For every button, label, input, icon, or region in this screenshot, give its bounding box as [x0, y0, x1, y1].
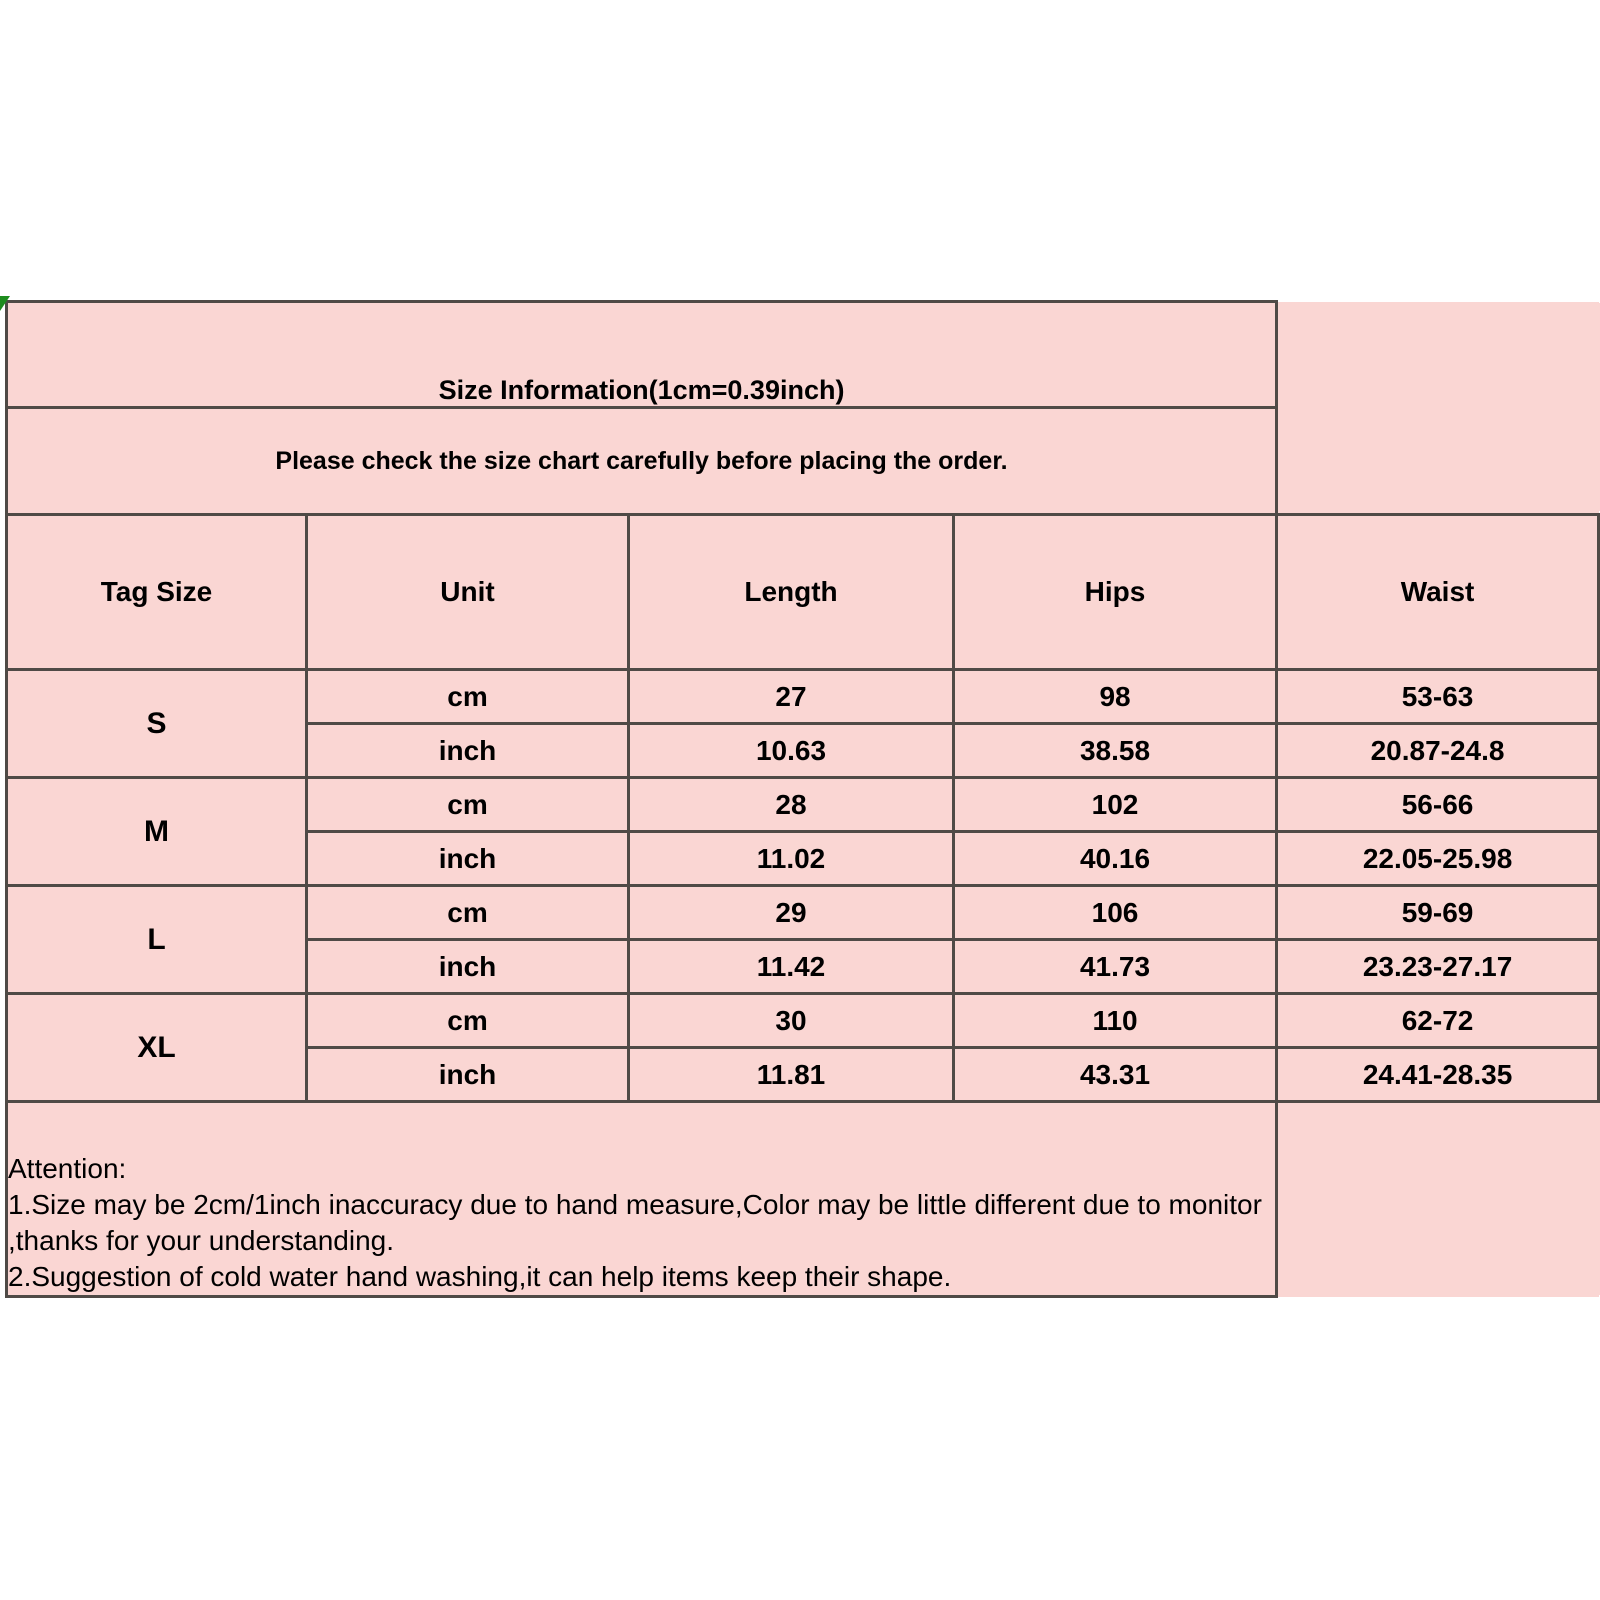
unit-label: cm [307, 886, 629, 940]
size-chart-table [5, 300, 1600, 1298]
waist-value: 23.23-27.17 [1277, 940, 1599, 994]
hips-value: 38.58 [954, 724, 1277, 778]
unit-label: cm [307, 670, 629, 724]
waist-value: 59-69 [1277, 886, 1599, 940]
unit-label: inch [307, 724, 629, 778]
hips-value: 106 [954, 886, 1277, 940]
unit-label: inch [307, 832, 629, 886]
attention-line-3: 2.Suggestion of cold water hand washing,it can help items keep their shape. [8, 1261, 952, 1292]
length-value: 11.81 [629, 1048, 954, 1102]
attention-row-filler [1277, 1102, 1599, 1297]
attention-line-1: 1.Size may be 2cm/1inch inaccuracy due to hand measure,Color may be little different due to monitor [8, 1189, 1262, 1220]
table-row [7, 778, 1599, 832]
unit-label: inch [307, 940, 629, 994]
waist-value: 24.41-28.35 [1277, 1048, 1599, 1102]
attention-note [7, 1102, 1277, 1297]
unit-label: inch [307, 1048, 629, 1102]
length-value: 10.63 [629, 724, 954, 778]
title-rows-filler [1277, 302, 1599, 515]
header-waist: Waist [1277, 515, 1599, 670]
table-row [7, 670, 1599, 724]
hips-value: 110 [954, 994, 1277, 1048]
table-row [7, 994, 1599, 1048]
hips-value: 102 [954, 778, 1277, 832]
table-title: Size Information(1cm=0.39inch) [7, 302, 1277, 408]
waist-value: 20.87-24.8 [1277, 724, 1599, 778]
header-length: Length [629, 515, 954, 670]
length-value: 29 [629, 886, 954, 940]
table-row [7, 886, 1599, 940]
length-value: 11.02 [629, 832, 954, 886]
tag-size-l: L [7, 886, 307, 994]
unit-label: cm [307, 994, 629, 1048]
hips-value: 43.31 [954, 1048, 1277, 1102]
length-value: 28 [629, 778, 954, 832]
waist-value: 56-66 [1277, 778, 1599, 832]
waist-value: 53-63 [1277, 670, 1599, 724]
waist-value: 22.05-25.98 [1277, 832, 1599, 886]
tag-size-s: S [7, 670, 307, 778]
attention-heading: Attention: [8, 1153, 127, 1184]
tag-size-m: M [7, 778, 307, 886]
hips-value: 40.16 [954, 832, 1277, 886]
header-unit: Unit [307, 515, 629, 670]
length-value: 30 [629, 994, 954, 1048]
waist-value: 62-72 [1277, 994, 1599, 1048]
hips-value: 41.73 [954, 940, 1277, 994]
header-tag-size: Tag Size [7, 515, 307, 670]
length-value: 11.42 [629, 940, 954, 994]
hips-value: 98 [954, 670, 1277, 724]
length-value: 27 [629, 670, 954, 724]
attention-line-2: ,thanks for your understanding. [8, 1225, 395, 1256]
table-subtitle: Please check the size chart carefully before placing the order. [7, 408, 1277, 515]
header-hips: Hips [954, 515, 1277, 670]
tag-size-xl: XL [7, 994, 307, 1102]
unit-label: cm [307, 778, 629, 832]
